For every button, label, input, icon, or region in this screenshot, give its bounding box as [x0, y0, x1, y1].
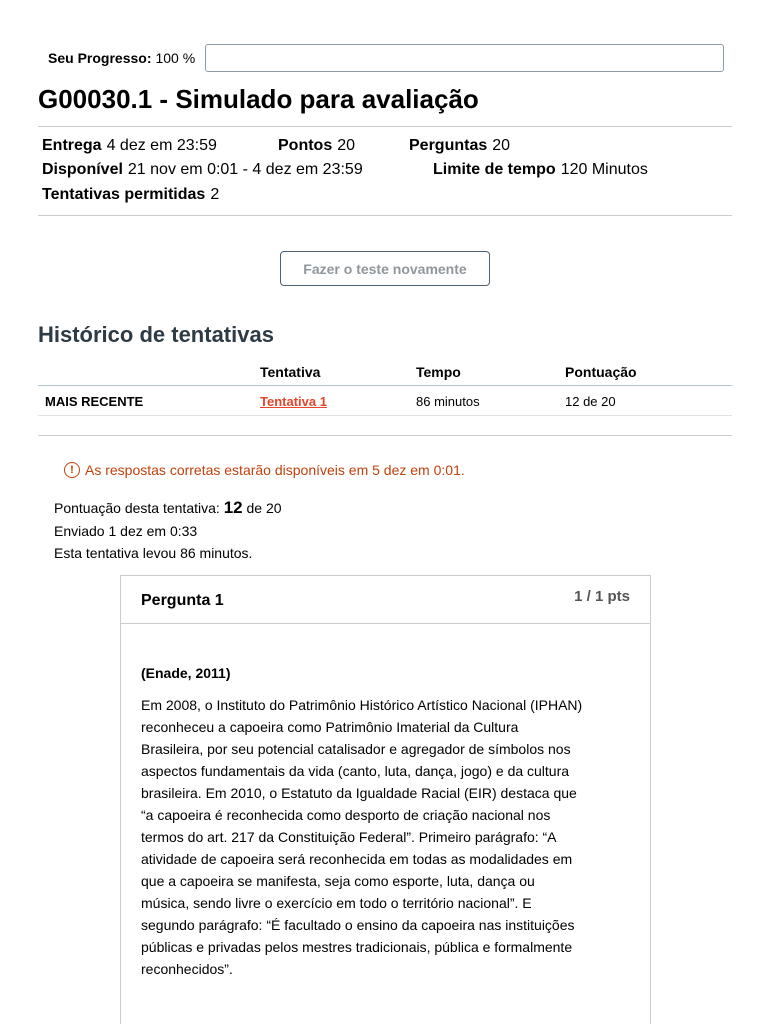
due-detail	[42, 137, 217, 155]
attempt-score-line	[54, 498, 282, 518]
attempts-detail	[42, 186, 219, 204]
points-value: 20	[337, 137, 356, 154]
questions-label: Perguntas	[409, 137, 488, 154]
due-label: Entrega	[42, 137, 102, 154]
questions-value: 20	[492, 137, 511, 154]
progress-label: Seu Progresso:	[48, 50, 152, 66]
question-line: que a capoeira se manifesta, seja como esporte, luta, dança ou	[141, 873, 535, 889]
score-prefix: Pontuação desta tentativa:	[54, 500, 220, 516]
question-line: segundo parágrafo: “É facultado o ensino da capoeira nas instituições	[141, 917, 575, 933]
question-header	[121, 576, 650, 624]
question-title: Pergunta 1	[141, 592, 224, 609]
points-label: Pontos	[278, 137, 333, 154]
due-value: 4 dez em 23:59	[106, 137, 217, 154]
question-card	[120, 575, 651, 1024]
available-value: 21 nov em 0:01 - 4 dez em 23:59	[127, 161, 363, 178]
attempts-label: Tentativas permitidas	[42, 186, 206, 203]
alert-circle-icon: !	[64, 462, 80, 478]
progress-value: 100 %	[155, 50, 196, 66]
notice-text: As respostas corretas estarão disponíveis em 5 dez em 0:01.	[85, 462, 465, 478]
attempt-time: 86 minutos	[416, 394, 480, 409]
question-line: reconhecidos”.	[141, 961, 233, 977]
question-source: (Enade, 2011)	[141, 665, 231, 681]
progress-bar	[205, 44, 724, 72]
column-header-time: Tempo	[416, 364, 461, 380]
divider	[38, 435, 732, 436]
progress-fill	[206, 45, 723, 71]
question-points: 1 / 1 pts	[574, 588, 630, 605]
available-label: Disponível	[42, 161, 123, 178]
page-title: G00030.1 - Simulado para avaliação	[38, 84, 479, 114]
question-line: públicas e privadas pelos mestres tradicionais, pública e formalmente	[141, 939, 573, 955]
column-header-score: Pontuação	[565, 364, 637, 380]
question-line: brasileira. Em 2010, o Estatuto da Igualdade Racial (EIR) destaca que	[141, 785, 577, 801]
attempt-link[interactable]: Tentativa 1	[260, 394, 327, 409]
question-line: termos do art. 217 da Constituição Federal”. Primeiro parágrafo: “A	[141, 829, 557, 845]
questions-detail	[409, 137, 510, 155]
attempt-history-table	[38, 360, 732, 416]
question-line: aspectos fundamentais da vida (canto, luta, dança, jogo) e da cultura	[141, 763, 570, 779]
divider	[38, 215, 732, 216]
time-limit-detail	[433, 161, 648, 179]
question-line: música, sendo livre o exercício em todo o território nacional”. E	[141, 895, 532, 911]
question-line: Em 2008, o Instituto do Patrimônio Histórico Artístico Nacional (IPHAN)	[141, 697, 583, 713]
table-header-row	[38, 360, 732, 386]
progress-row	[48, 44, 724, 72]
attempt-score: 12 de 20	[565, 394, 616, 409]
divider	[38, 126, 732, 127]
submitted-text: Enviado 1 dez em 0:33	[54, 523, 198, 539]
question-line: Brasileira, por seu potencial catalisador e agregador de símbolos nos	[141, 741, 571, 757]
most-recent-label: MAIS RECENTE	[45, 394, 144, 409]
question-line: “a capoeira é reconhecida como desporto de criação nacional nos	[141, 807, 551, 823]
question-body	[121, 624, 650, 980]
score-value: 12	[223, 498, 243, 517]
correct-answers-notice	[64, 462, 465, 478]
attempts-value: 2	[210, 186, 220, 203]
retake-quiz-button[interactable]: Fazer o teste novamente	[280, 251, 490, 286]
history-heading: Histórico de tentativas	[38, 322, 274, 347]
score-suffix: de 20	[246, 500, 282, 516]
question-line: reconheceu a capoeira como Patrimônio Imaterial da Cultura	[141, 719, 519, 735]
time-limit-value: 120 Minutos	[560, 161, 648, 178]
duration-text: Esta tentativa levou 86 minutos.	[54, 545, 253, 561]
points-detail	[278, 137, 355, 155]
available-detail	[42, 161, 363, 179]
time-limit-label: Limite de tempo	[433, 161, 556, 178]
table-row	[38, 386, 732, 416]
question-line: atividade de capoeira será reconhecida em todas as modalidades em	[141, 851, 573, 867]
column-header-attempt: Tentativa	[260, 364, 321, 380]
